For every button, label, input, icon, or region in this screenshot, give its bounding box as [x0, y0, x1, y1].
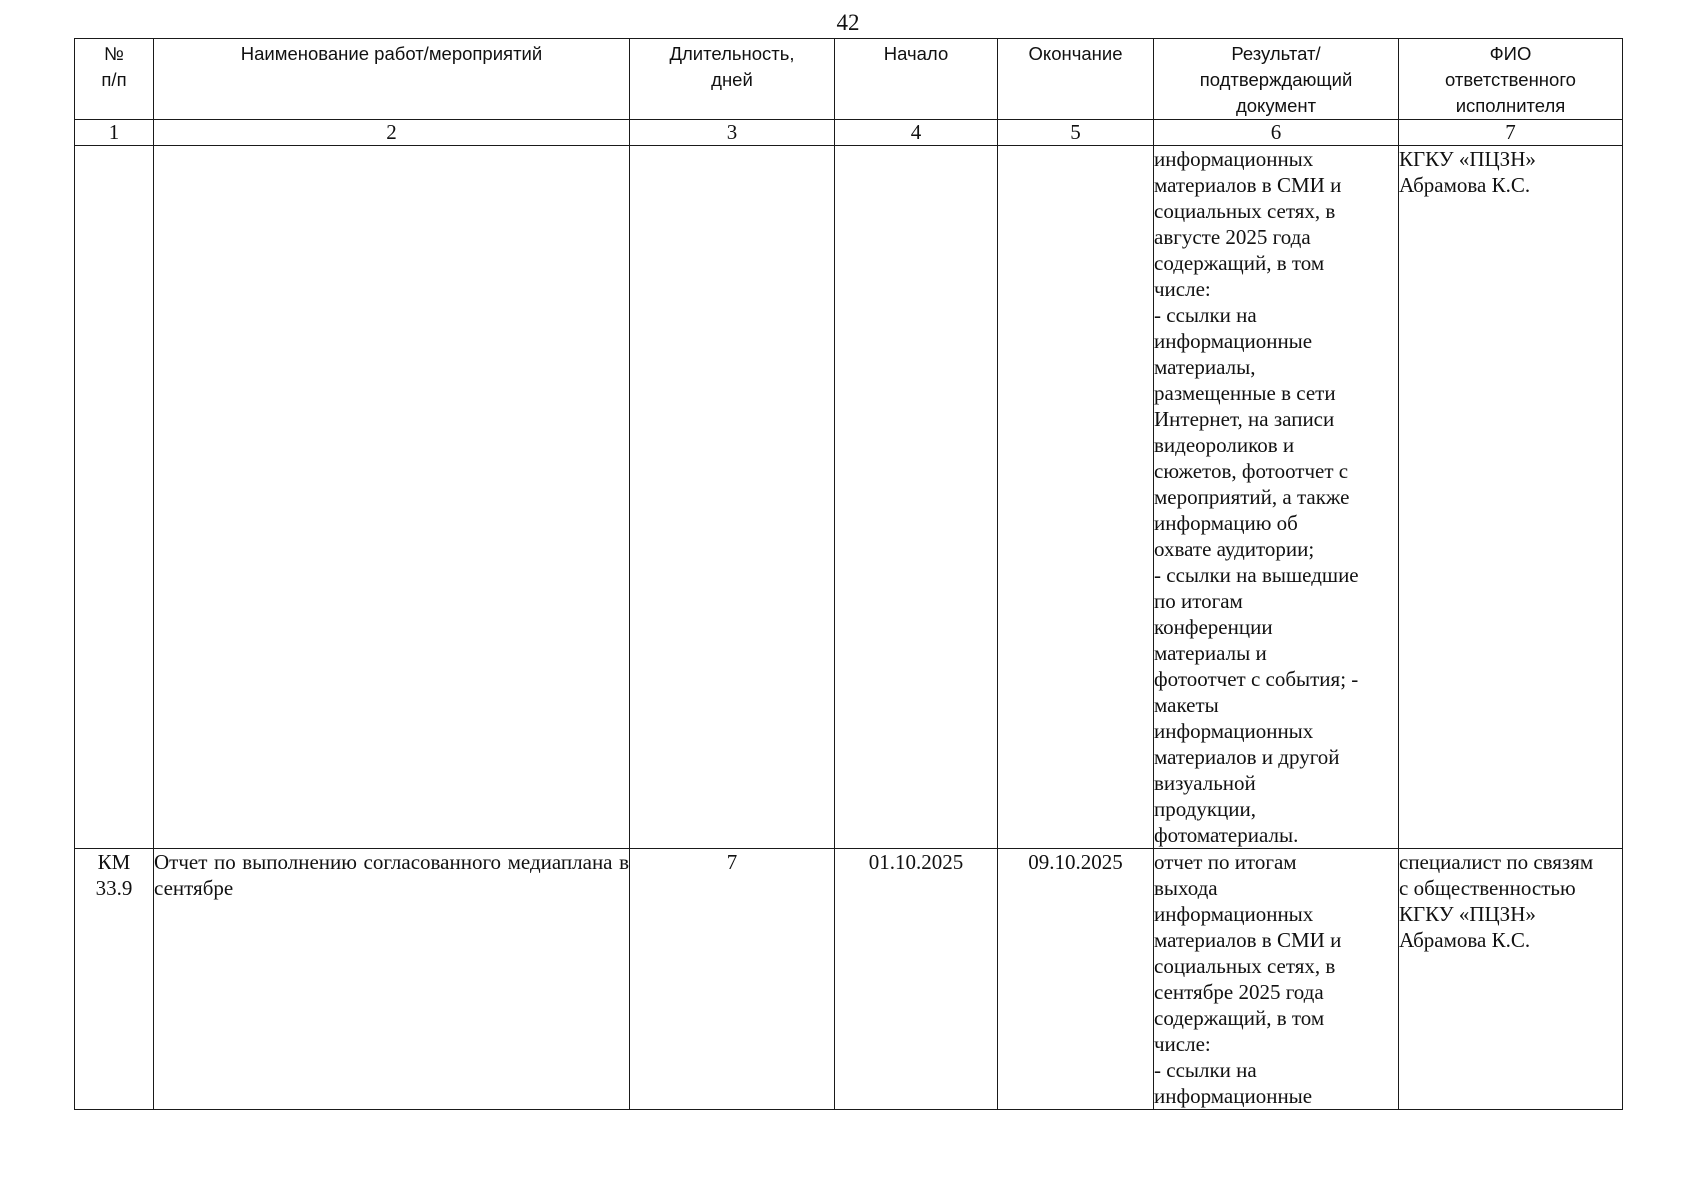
page-number: 42	[836, 10, 860, 35]
row-number-cell	[75, 146, 154, 849]
header-row	[75, 39, 1623, 120]
start-date-cell: 01.10.2025	[835, 849, 998, 1110]
header-start: Начало	[835, 39, 998, 120]
end-date-cell: 09.10.2025	[998, 849, 1154, 1110]
column-number: 4	[835, 120, 998, 146]
table-row	[75, 849, 1623, 1110]
work-name-cell: Отчет по выполнению согласованного медиаплана в сентябре	[154, 849, 630, 1110]
responsible-cell: специалист по связям с общественностью КГКУ «ПЦЗН» Абрамова К.С.	[1399, 849, 1623, 1110]
work-name-cell	[154, 146, 630, 849]
header-work-name: Наименование работ/мероприятий	[154, 39, 630, 120]
header-result: Результат/ подтверждающий документ	[1154, 39, 1399, 120]
column-number: 7	[1399, 120, 1623, 146]
column-number: 6	[1154, 120, 1399, 146]
header-number: № п/п	[75, 39, 154, 120]
duration-cell: 7	[630, 849, 835, 1110]
column-number: 2	[154, 120, 630, 146]
row-number-cell: КМ 33.9	[75, 849, 154, 1110]
column-number: 5	[998, 120, 1154, 146]
start-date-cell	[835, 146, 998, 849]
column-number: 1	[75, 120, 154, 146]
column-number-row	[75, 120, 1623, 146]
column-number: 3	[630, 120, 835, 146]
work-plan-table	[74, 38, 1623, 1110]
responsible-cell: КГКУ «ПЦЗН» Абрамова К.С.	[1399, 146, 1623, 849]
duration-cell	[630, 146, 835, 849]
result-cell: отчет по итогам выхода информационных материалов в СМИ и социальных сетях, в сентябре 2025 года содержащий, в том числе: - ссылки на информационные	[1154, 849, 1399, 1110]
result-cell: информационных материалов в СМИ и социальных сетях, в августе 2025 года содержащий, в том числе: - ссылки на информационные материалы, размещенные в сети Интернет, на записи видеороликов и сюжетов, фотоотчет с мероприятий, а также информацию об охвате аудитории; - ссылки на вышедшие по итогам конференции материалы и фотоотчет с события; - макеты информационных материалов и другой визуальной продукции, фотоматериалы.	[1154, 146, 1399, 849]
end-date-cell	[998, 146, 1154, 849]
header-duration: Длительность, дней	[630, 39, 835, 120]
header-responsible: ФИО ответственного исполнителя	[1399, 39, 1623, 120]
table-row	[75, 146, 1623, 849]
header-end: Окончание	[998, 39, 1154, 120]
